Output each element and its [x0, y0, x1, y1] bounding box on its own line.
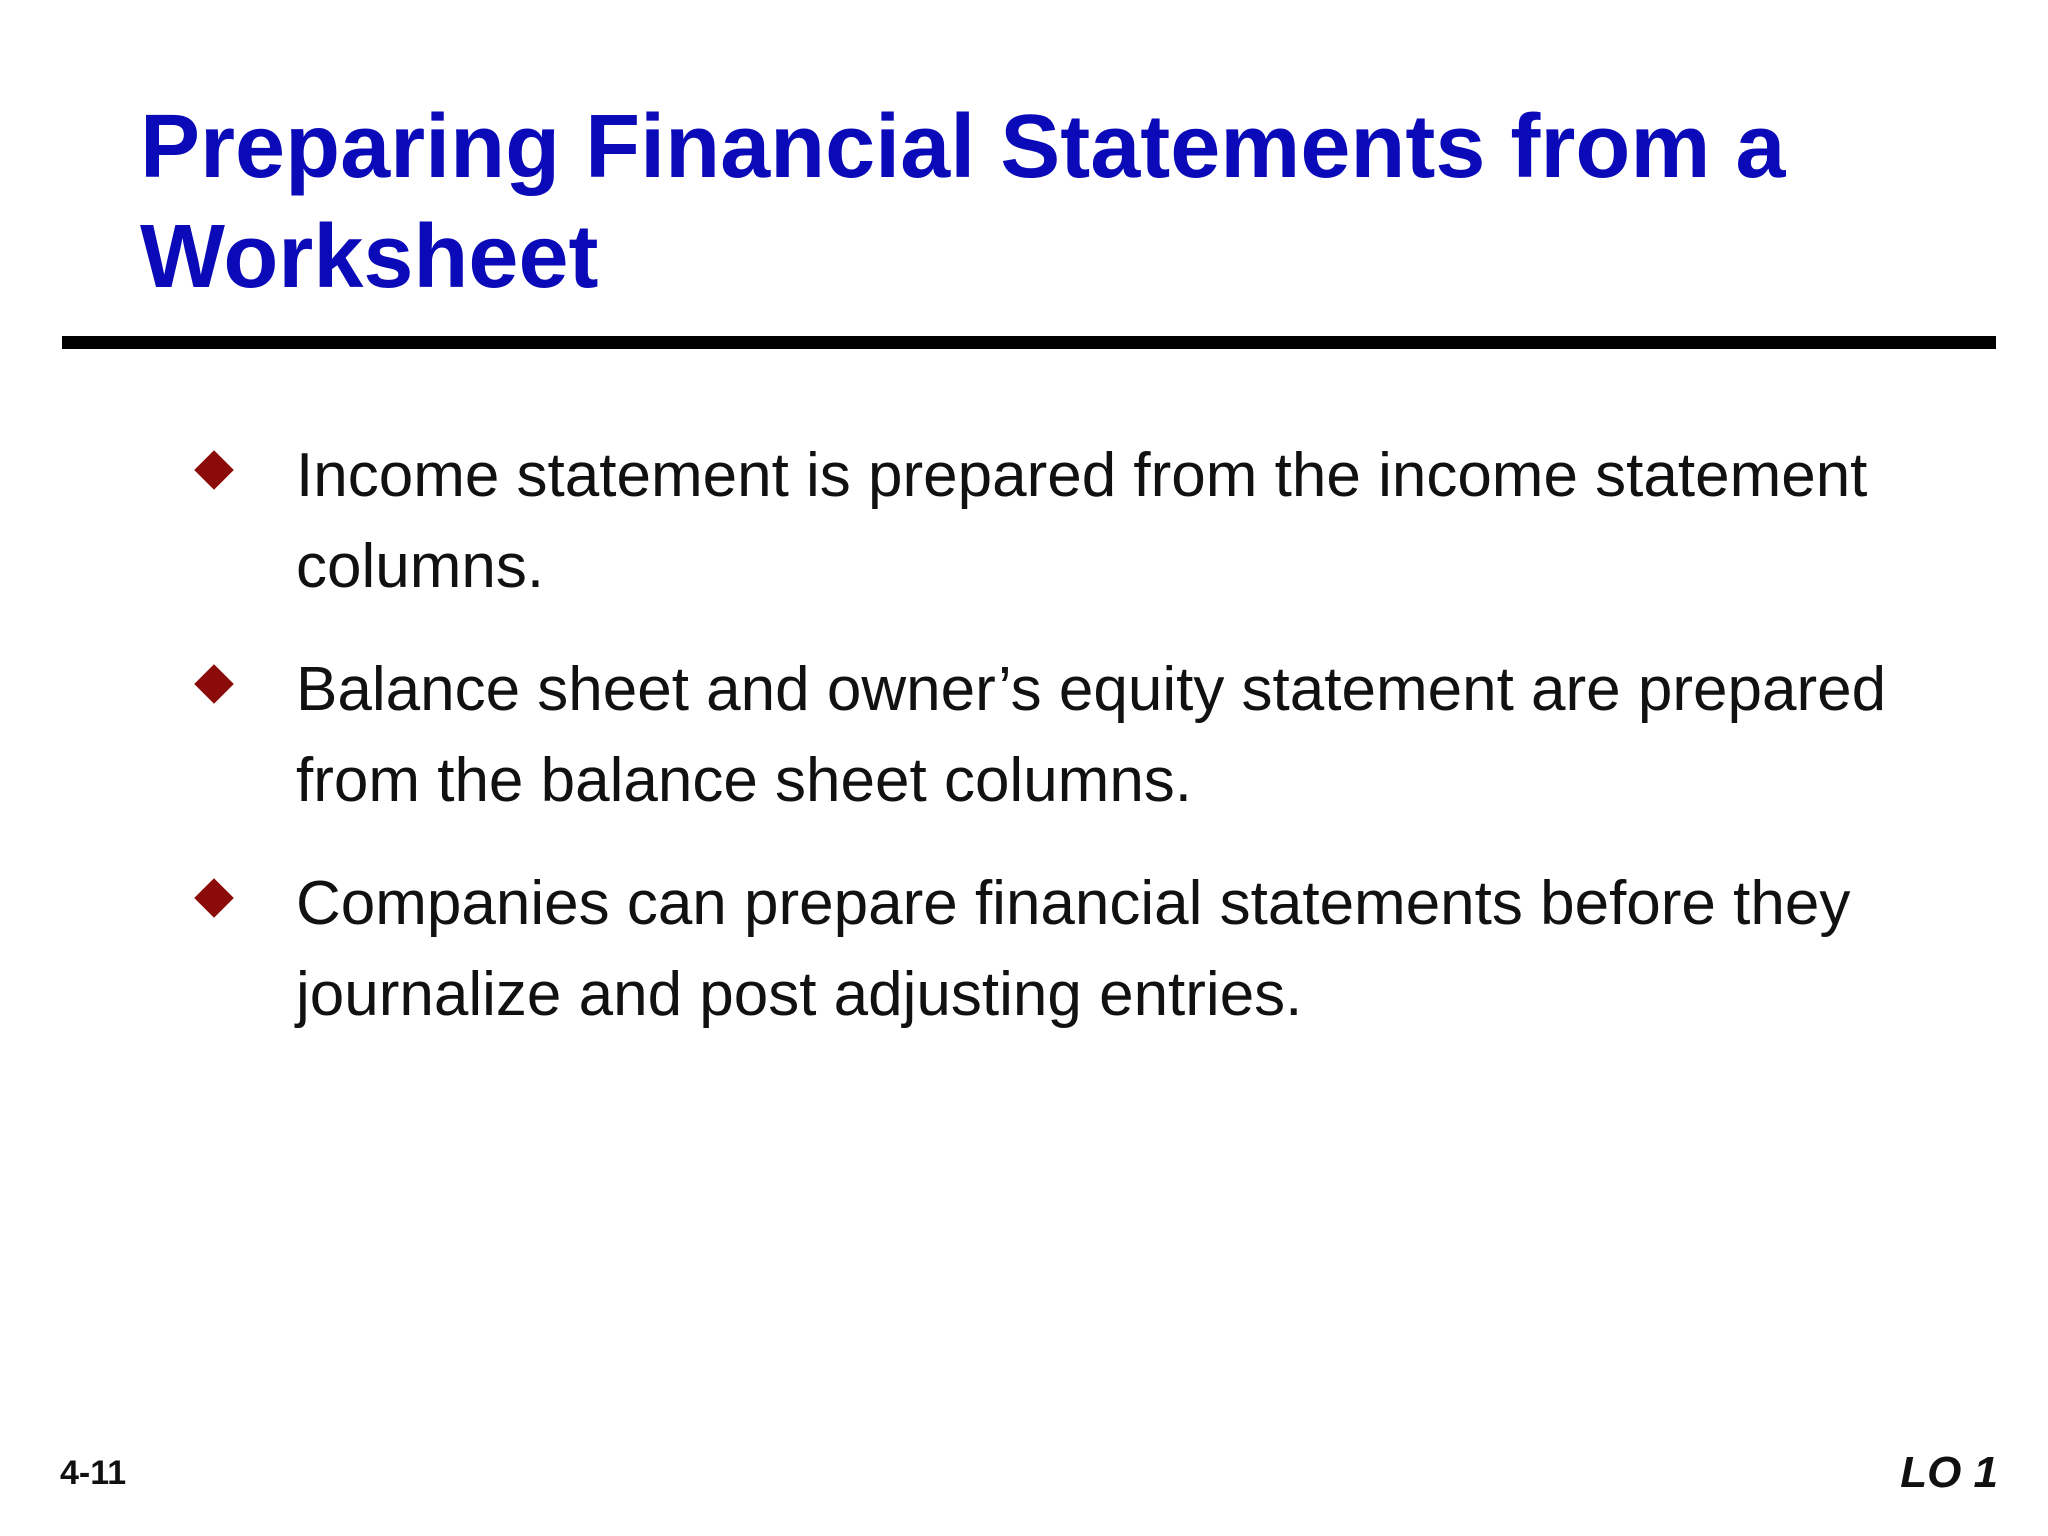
diamond-bullet-icon [194, 664, 234, 704]
bullet-text: Balance sheet and owner’s equity statement are prepared from the balance sheet columns. [296, 655, 1887, 815]
slide-title: Preparing Financial Statements from a Worksheet [140, 97, 1786, 307]
bullet-item [190, 858, 1950, 1040]
bullet-text: Income statement is prepared from the income statement columns. [296, 441, 1868, 601]
page-number: 4-11 [60, 1454, 127, 1492]
diamond-bullet-icon [194, 450, 234, 490]
bullet-item [190, 644, 1950, 826]
bullet-list [190, 430, 1950, 1072]
learning-objective-label: LO 1 [1900, 1448, 1998, 1497]
title-divider [62, 336, 1996, 349]
bullet-item [190, 430, 1950, 612]
bullet-text: Companies can prepare financial statements before they journalize and post adjusting entries. [296, 869, 1851, 1029]
diamond-bullet-icon [194, 878, 234, 918]
